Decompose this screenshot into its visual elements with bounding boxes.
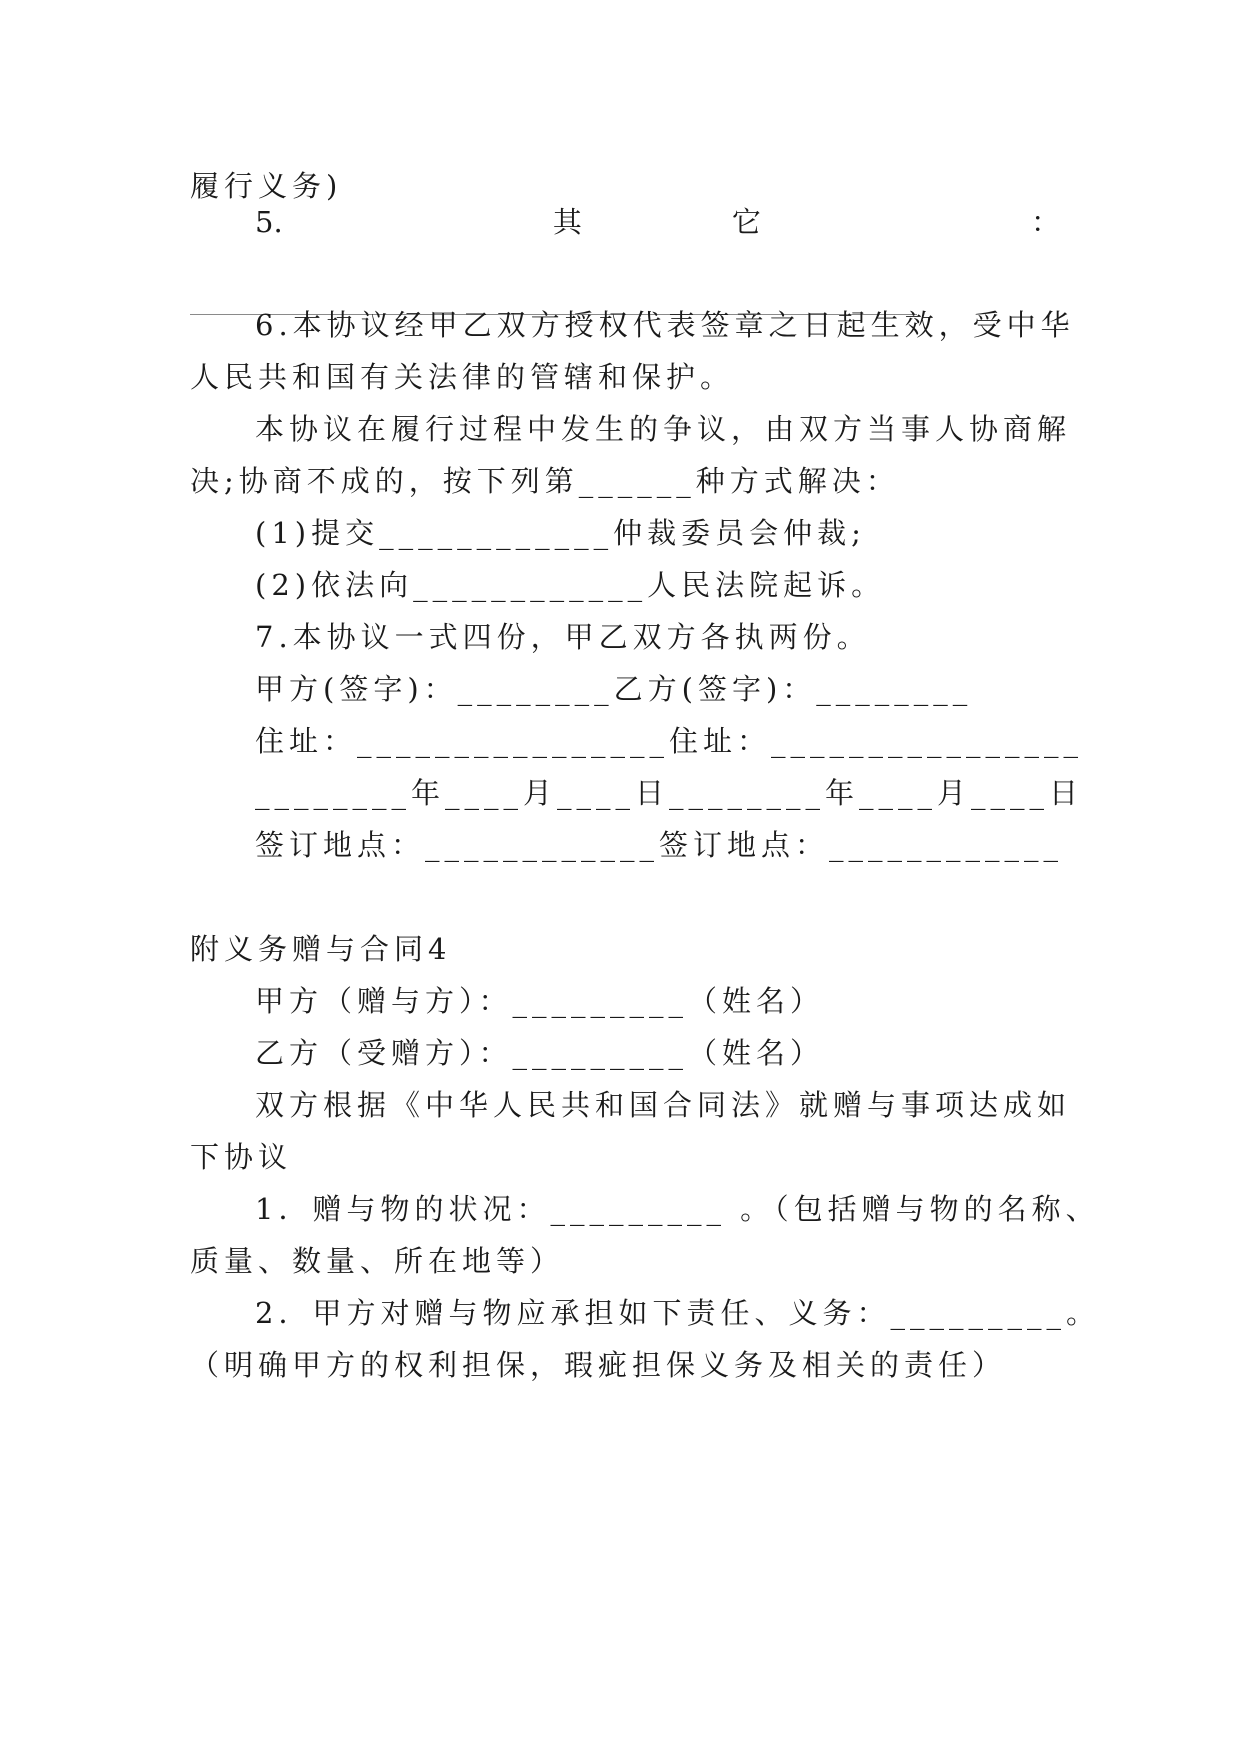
text-line: 双方根据《中华人民共和国合同法》就赠与事项达成如 — [255, 1088, 1072, 1122]
text-line: 履行义务) — [190, 169, 343, 203]
text-line: 质量、数量、所在地等） — [190, 1244, 565, 1278]
signature-line: 甲方(签字)：________乙方(签字)：________ — [255, 672, 973, 706]
signing-place-line: 签订地点：____________签订地点：____________ — [255, 828, 1064, 862]
option-2: (2)依法向____________人民法院起诉。 — [255, 568, 886, 602]
item-5-heading — [255, 202, 1060, 242]
text-line: 决;协商不成的，按下列第______种方式解决： — [190, 464, 900, 498]
party-b-line: 乙方（受赠方）：_________（姓名） — [255, 1036, 825, 1070]
item-colon: ： — [1030, 205, 1060, 239]
section-title: 附义务赠与合同4 — [190, 932, 452, 966]
text-line: （明确甲方的权利担保，瑕疵担保义务及相关的责任） — [190, 1348, 1007, 1382]
text-line: 下协议 — [190, 1140, 293, 1174]
option-1: (1)提交____________仲裁委员会仲裁; — [255, 516, 866, 550]
clause-7: 7.本协议一式四份，甲乙双方各执两份。 — [255, 620, 871, 654]
text-line: 人民共和国有关法律的管辖和保护。 — [190, 360, 735, 394]
text-line: 本协议在履行过程中发生的争议，由双方当事人协商解 — [255, 412, 1072, 446]
party-a-line: 甲方（赠与方）：_________（姓名） — [255, 984, 825, 1018]
date-line: ________年____月____日________年____月____日 — [255, 776, 1084, 810]
address-line: 住址：________________住址：________________ — [255, 724, 1084, 758]
clause-2: 2．甲方对赠与物应承担如下责任、义务：_________。 — [255, 1296, 1100, 1330]
item-word: 其 — [552, 205, 582, 239]
item-number: 5. — [255, 205, 283, 239]
item-word: 它 — [731, 205, 761, 239]
clause-6: 6.本协议经甲乙双方授权代表签章之日起生效，受中华 — [255, 308, 1075, 342]
clause-1: 1．赠与物的状况：_________ 。（包括赠与物的名称、 — [255, 1192, 1100, 1226]
